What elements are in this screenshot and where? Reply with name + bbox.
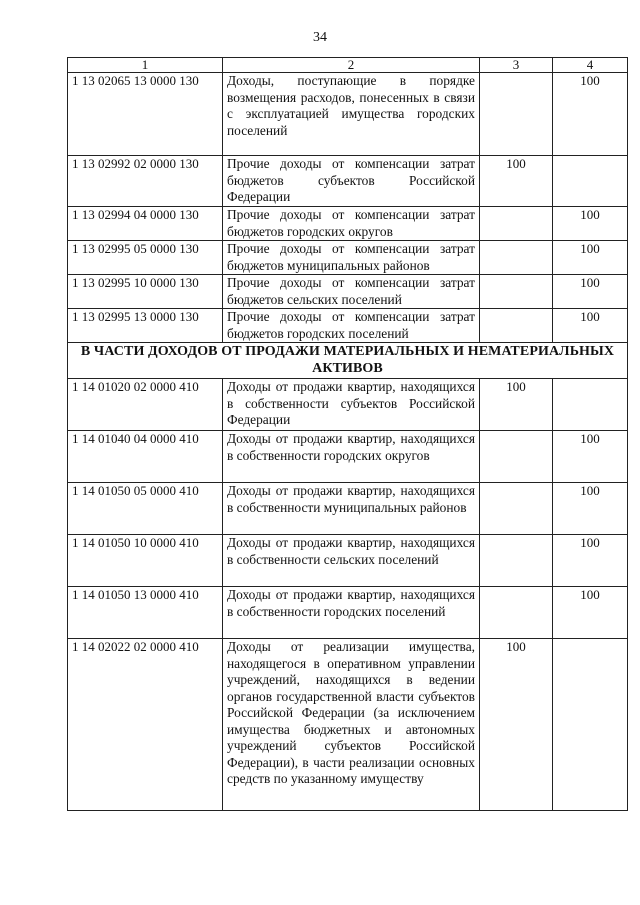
value-col3 bbox=[480, 483, 553, 535]
value-col3 bbox=[480, 431, 553, 483]
income-code: 1 14 02022 02 0000 410 bbox=[68, 639, 223, 811]
income-name: Прочие доходы от компенсации затрат бюджетов муниципальных районов bbox=[223, 241, 480, 275]
income-code: 1 13 02994 04 0000 130 bbox=[68, 207, 223, 241]
section-title: В ЧАСТИ ДОХОДОВ ОТ ПРОДАЖИ МАТЕРИАЛЬНЫХ И НЕМАТЕРИАЛЬНЫХ АКТИВОВ bbox=[68, 343, 628, 379]
income-code: 1 13 02065 13 0000 130 bbox=[68, 73, 223, 156]
value-col3 bbox=[480, 73, 553, 156]
value-col4: 100 bbox=[553, 431, 628, 483]
income-name: Доходы от продажи квартир, находящихся в собственности городских поселений bbox=[223, 587, 480, 639]
table-row bbox=[68, 309, 628, 343]
income-code: 1 14 01050 05 0000 410 bbox=[68, 483, 223, 535]
income-name: Доходы от продажи квартир, находящихся в собственности сельских поселений bbox=[223, 535, 480, 587]
header-row bbox=[68, 58, 628, 73]
income-name: Доходы от продажи квартир, находящихся в собственности субъектов Российской Федерации bbox=[223, 379, 480, 431]
column-header-4: 4 bbox=[553, 58, 628, 73]
income-code: 1 13 02992 02 0000 130 bbox=[68, 156, 223, 207]
value-col4: 100 bbox=[553, 207, 628, 241]
income-code: 1 13 02995 10 0000 130 bbox=[68, 275, 223, 309]
value-col4: 100 bbox=[553, 73, 628, 156]
table-row bbox=[68, 431, 628, 483]
value-col3 bbox=[480, 587, 553, 639]
table-row bbox=[68, 587, 628, 639]
column-header-1: 1 bbox=[68, 58, 223, 73]
value-col4: 100 bbox=[553, 587, 628, 639]
income-code: 1 13 02995 13 0000 130 bbox=[68, 309, 223, 343]
income-name: Прочие доходы от компенсации затрат бюджетов городских округов bbox=[223, 207, 480, 241]
table-row bbox=[68, 73, 628, 156]
column-header-2: 2 bbox=[223, 58, 480, 73]
column-header-3: 3 bbox=[480, 58, 553, 73]
table-row bbox=[68, 639, 628, 811]
income-name: Прочие доходы от компенсации затрат бюджетов сельских поселений bbox=[223, 275, 480, 309]
value-col3 bbox=[480, 535, 553, 587]
income-name: Доходы от продажи квартир, находящихся в собственности городских округов bbox=[223, 431, 480, 483]
value-col4: 100 bbox=[553, 535, 628, 587]
value-col3: 100 bbox=[480, 156, 553, 207]
value-col3 bbox=[480, 309, 553, 343]
income-code: 1 14 01040 04 0000 410 bbox=[68, 431, 223, 483]
value-col4: 100 bbox=[553, 241, 628, 275]
section-row bbox=[68, 343, 628, 379]
income-name: Доходы от продажи квартир, находящихся в собственности муниципальных районов bbox=[223, 483, 480, 535]
budget-income-table bbox=[67, 57, 628, 811]
value-col3: 100 bbox=[480, 639, 553, 811]
table-row bbox=[68, 379, 628, 431]
value-col4: 100 bbox=[553, 483, 628, 535]
value-col3 bbox=[480, 241, 553, 275]
value-col4 bbox=[553, 379, 628, 431]
table-row bbox=[68, 207, 628, 241]
income-code: 1 14 01050 10 0000 410 bbox=[68, 535, 223, 587]
value-col3: 100 bbox=[480, 379, 553, 431]
value-col4 bbox=[553, 639, 628, 811]
income-name: Прочие доходы от компенсации затрат бюджетов субъектов Российской Федерации bbox=[223, 156, 480, 207]
income-code: 1 14 01020 02 0000 410 bbox=[68, 379, 223, 431]
table-row bbox=[68, 156, 628, 207]
table-row bbox=[68, 241, 628, 275]
income-name: Прочие доходы от компенсации затрат бюджетов городских поселений bbox=[223, 309, 480, 343]
value-col3 bbox=[480, 207, 553, 241]
value-col4: 100 bbox=[553, 309, 628, 343]
table-row bbox=[68, 483, 628, 535]
income-code: 1 14 01050 13 0000 410 bbox=[68, 587, 223, 639]
value-col3 bbox=[480, 275, 553, 309]
table-row bbox=[68, 535, 628, 587]
page-number: 34 bbox=[313, 30, 327, 45]
value-col4 bbox=[553, 156, 628, 207]
income-name: Доходы от реализации имущества, находящегося в оперативном управлении учреждений, находящихся в ведении органов государственной власти субъектов Российской Федерации (за исключением имущества бюджетных и автономных учреждений субъектов Российской Федерации), в части реализации основных средств по указанному имуществу bbox=[223, 639, 480, 811]
income-name: Доходы, поступающие в порядке возмещения расходов, понесенных в связи с эксплуатацией имущества городских поселений bbox=[223, 73, 480, 156]
value-col4: 100 bbox=[553, 275, 628, 309]
table-row bbox=[68, 275, 628, 309]
income-code: 1 13 02995 05 0000 130 bbox=[68, 241, 223, 275]
